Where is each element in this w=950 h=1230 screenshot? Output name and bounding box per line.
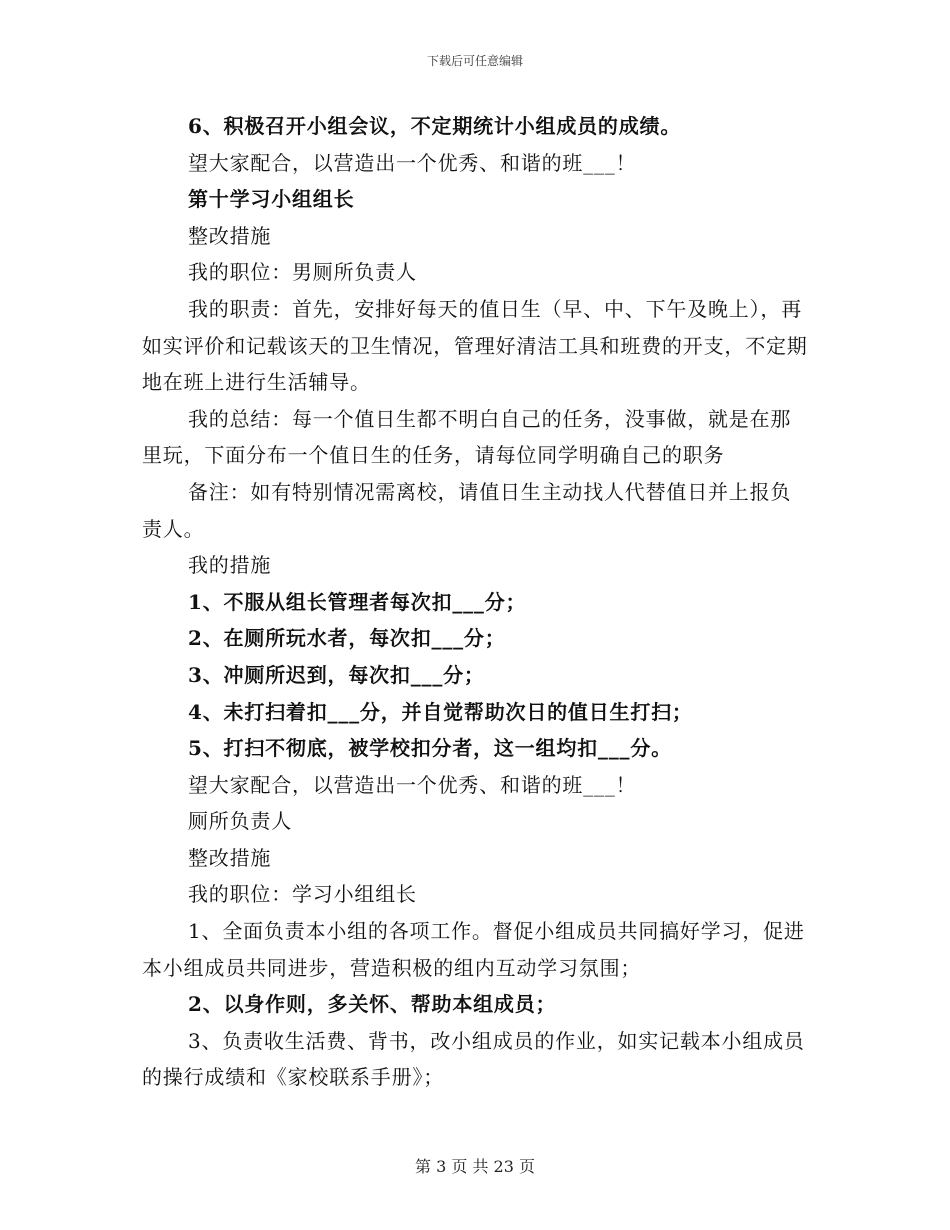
paragraph-8: 备注：如有特别情况需离校，请值日生主动找人代替值日并上报负责人。 bbox=[142, 479, 792, 541]
measure-item-4: 4、未打扫着扣___分，并自觉帮助次日的值日生打扫； bbox=[188, 699, 693, 724]
document-body bbox=[142, 108, 810, 1096]
measure-item-2: 2、在厕所玩水者，每次扣___分； bbox=[188, 626, 506, 651]
paragraph-4: 整改措施 bbox=[188, 223, 272, 248]
page-number: 第 3 页 共 23 页 bbox=[415, 1157, 535, 1176]
page-header-note: 下载后可任意编辑 bbox=[426, 54, 523, 68]
paragraph-16: 厕所负责人 bbox=[188, 809, 292, 834]
duty-item-3: 3、负责收生活费、背书，改小组成员的作业，如实记载本小组成员的操行成绩和《家校联系手册》； bbox=[142, 1028, 805, 1090]
paragraph-6: 我的职责：首先，安排好每天的值日生（早、中、下午及晚上），再如实评价和记载该天的卫生情况，管理好清洁工具和班费的开支，不定期地在班上进行生活辅导。 bbox=[142, 296, 808, 395]
measure-item-3: 3、冲厕所迟到，每次扣___分； bbox=[188, 662, 485, 687]
paragraph-2: 望大家配合，以营造出一个优秀、和谐的班___！ bbox=[188, 150, 637, 175]
paragraph-5: 我的职位：男厕所负责人 bbox=[188, 260, 417, 285]
paragraph-1: 6、积极召开小组会议，不定期统计小组成员的成绩。 bbox=[188, 114, 682, 138]
paragraph-9: 我的措施 bbox=[188, 553, 272, 578]
measure-item-1: 1、不服从组长管理者每次扣___分； bbox=[188, 589, 527, 614]
duty-item-1: 1、全面负责本小组的各项工作。督促小组成员共同搞好学习，促进本小组成员共同进步，营造积极的组内互动学习氛围； bbox=[142, 919, 805, 980]
paragraph-15: 望大家配合，以营造出一个优秀、和谐的班___！ bbox=[188, 772, 637, 797]
paragraph-17: 整改措施 bbox=[188, 845, 272, 870]
section-heading: 第十学习小组组长 bbox=[188, 187, 355, 212]
paragraph-7: 我的总结：每一个值日生都不明白自己的任务，没事做，就是在那里玩，下面分布一个值日生的任务，请每位同学明确自己的职务 bbox=[142, 406, 792, 468]
paragraph-18: 我的职位：学习小组组长 bbox=[188, 882, 417, 907]
duty-item-2: 2、以身作则，多关怀、帮助本组成员； bbox=[188, 992, 557, 1017]
measure-item-5: 5、打扫不彻底，被学校扣分者，这一组均扣___分。 bbox=[188, 736, 672, 761]
